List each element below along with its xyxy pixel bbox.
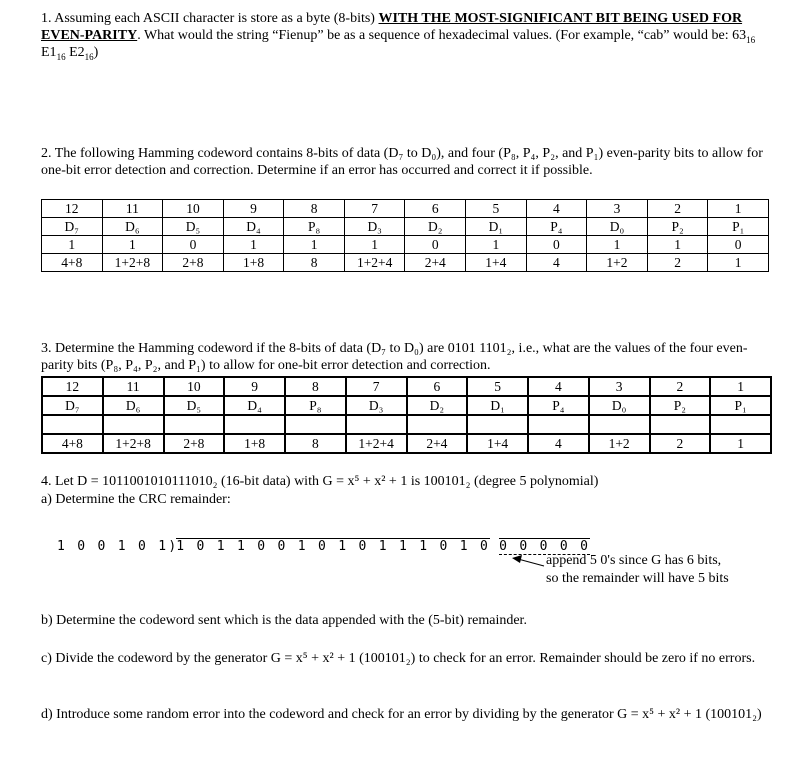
bit-value-cell: 1 — [344, 236, 405, 254]
crc-dividend: 1 0 1 1 0 0 1 0 1 0 1 1 1 0 1 0 — [176, 539, 491, 554]
bit-label-cell: P₂ — [650, 396, 711, 415]
bit-position-cell: 2 — [650, 377, 711, 396]
bit-label-cell: P₈ — [284, 218, 345, 236]
bit-position-cell: 8 — [284, 200, 345, 218]
bit-label-cell: D₆ — [103, 396, 164, 415]
bit-position-cell: 12 — [42, 377, 103, 396]
question-3: 3. Determine the Hamming codeword if the 8-bits of data (D₇ to D₀) are 0101 1101₂, i.e., what are the values of the four even-parity bits (P₈, P₄, P₂, and P₁) to allow for one-bit error detection and correction. — [41, 341, 748, 373]
division-bracket: ) — [168, 539, 177, 554]
bit-label-cell: D₇ — [42, 396, 103, 415]
bit-label-cell: D₅ — [163, 218, 224, 236]
bit-label-cell: D₃ — [344, 218, 405, 236]
arrow-icon — [508, 552, 548, 576]
q1-hex: E2 — [65, 45, 85, 60]
bit-position-cell: 11 — [103, 377, 164, 396]
parity-sum-cell: 1+4 — [466, 254, 527, 272]
hamming-table-q3 — [41, 376, 772, 454]
bit-position-cell: 5 — [466, 200, 527, 218]
bit-position-cell: 1 — [708, 200, 769, 218]
bit-value-cell: 0 — [526, 236, 587, 254]
bit-label-cell: D₄ — [223, 218, 284, 236]
table-row — [42, 236, 769, 254]
parity-sum-cell: 8 — [285, 434, 346, 453]
parity-sum-cell: 4 — [528, 434, 589, 453]
bit-value-cell: 1 — [284, 236, 345, 254]
parity-sum-cell: 4+8 — [42, 434, 103, 453]
bit-value-cell — [285, 415, 346, 434]
bit-value-cell — [589, 415, 650, 434]
hamming-table-q2 — [41, 199, 769, 272]
q1-text-cont: . What would the string “Fienup” be as a sequence of hexadecimal values. (For example, “cab” would be: 63 — [137, 28, 747, 43]
bit-label-cell: D₂ — [407, 396, 468, 415]
parity-sum-cell: 1+2+4 — [346, 434, 407, 453]
parity-sum-cell: 2+8 — [163, 254, 224, 272]
bit-position-cell: 5 — [467, 377, 528, 396]
question-4-statement: 4. Let D = 1011001010111010₂ (16-bit data) with G = x⁵ + x² + 1 is 100101₂ (degree 5 polynomial) — [41, 474, 599, 489]
q1-sub: 16 — [746, 34, 756, 45]
bit-value-cell — [42, 415, 103, 434]
bit-position-cell: 7 — [346, 377, 407, 396]
question-1 — [41, 10, 771, 61]
bit-label-cell: D₀ — [587, 218, 648, 236]
bit-position-cell: 2 — [647, 200, 708, 218]
parity-sum-cell: 1+4 — [467, 434, 528, 453]
table-row — [42, 434, 771, 453]
bit-value-cell: 0 — [163, 236, 224, 254]
bit-value-cell — [164, 415, 225, 434]
bit-label-cell: D₅ — [164, 396, 225, 415]
parity-sum-cell: 1+2+8 — [103, 434, 164, 453]
bit-position-cell: 10 — [163, 200, 224, 218]
bit-position-cell: 4 — [528, 377, 589, 396]
parity-sum-cell: 1+2 — [587, 254, 648, 272]
question-4c: c) Divide the codeword by the generator G = x⁵ + x² + 1 (100101₂) to check for an error. Remainder should be zero if no errors. — [41, 651, 756, 666]
parity-sum-cell: 1+8 — [223, 254, 284, 272]
bit-value-cell: 1 — [466, 236, 527, 254]
bit-position-cell: 1 — [710, 377, 771, 396]
bit-value-cell: 1 — [223, 236, 284, 254]
q1-hex: E1 — [41, 45, 57, 60]
bit-label-cell: D₄ — [224, 396, 285, 415]
question-4b: b) Determine the codeword sent which is the data appended with the (5-bit) remainder. — [41, 613, 527, 628]
bit-position-cell: 6 — [405, 200, 466, 218]
parity-sum-cell: 1+2+4 — [344, 254, 405, 272]
table-row — [42, 254, 769, 272]
bit-value-cell: 0 — [708, 236, 769, 254]
q1-sub: 16 — [56, 51, 66, 62]
append-note-line1: append 5 0's since G has 6 bits, — [546, 553, 722, 568]
parity-sum-cell: 2 — [647, 254, 708, 272]
bit-label-cell: P₄ — [526, 218, 587, 236]
bit-position-cell: 3 — [589, 377, 650, 396]
parity-sum-cell: 1 — [708, 254, 769, 272]
parity-sum-cell: 2+4 — [407, 434, 468, 453]
q1-sub: 16 — [84, 51, 94, 62]
q1-text: 1. Assuming each ASCII character is store as a byte (8-bits) — [41, 11, 379, 26]
bit-value-cell: 0 — [405, 236, 466, 254]
bit-value-cell — [528, 415, 589, 434]
table-row — [42, 218, 769, 236]
parity-sum-cell: 8 — [284, 254, 345, 272]
bit-label-cell: D₆ — [102, 218, 163, 236]
append-note-line2: so the remainder will have 5 bits — [546, 571, 729, 586]
parity-sum-cell: 1+8 — [224, 434, 285, 453]
parity-sum-cell: 1 — [710, 434, 771, 453]
bit-value-cell: 1 — [647, 236, 708, 254]
bit-position-cell: 9 — [224, 377, 285, 396]
crc-divisor: 1 0 0 1 0 1 — [57, 539, 169, 554]
bit-position-cell: 6 — [407, 377, 468, 396]
bit-label-cell: D₁ — [467, 396, 528, 415]
parity-sum-cell: 2+8 — [164, 434, 225, 453]
table-row — [42, 396, 771, 415]
question-2: 2. The following Hamming codeword contains 8-bits of data (D₇ to D₀), and four (P₈, P₄, P₂, and P₁) even-parity bits to allow for one-bit error detection and correction. Determine if an error has occurred and correct it if possible. — [41, 146, 763, 178]
parity-sum-cell: 2 — [650, 434, 711, 453]
bit-label-cell: P₂ — [647, 218, 708, 236]
bit-position-cell: 3 — [587, 200, 648, 218]
q1-end: ) — [93, 45, 99, 60]
bit-label-cell: D₃ — [346, 396, 407, 415]
parity-sum-cell: 4 — [526, 254, 587, 272]
bit-position-cell: 4 — [526, 200, 587, 218]
bit-value-cell — [224, 415, 285, 434]
bit-value-cell — [467, 415, 528, 434]
bit-value-cell — [103, 415, 164, 434]
bit-position-cell: 9 — [223, 200, 284, 218]
table-row — [42, 415, 771, 434]
q1-bold-text: WITH THE MOST-SIGNIFICANT BIT BEING USED FOR EVEN-PARITY — [41, 11, 743, 43]
parity-sum-cell: 1+2 — [589, 434, 650, 453]
table-row — [42, 200, 769, 218]
bit-position-cell: 12 — [42, 200, 103, 218]
bit-label-cell: D₀ — [589, 396, 650, 415]
table-row — [42, 377, 771, 396]
bit-label-cell: P₈ — [285, 396, 346, 415]
bit-value-cell: 1 — [587, 236, 648, 254]
bit-value-cell — [710, 415, 771, 434]
bit-position-cell: 8 — [285, 377, 346, 396]
bit-value-cell: 1 — [42, 236, 103, 254]
bit-position-cell: 10 — [164, 377, 225, 396]
question-4a: a) Determine the CRC remainder: — [41, 492, 231, 507]
parity-sum-cell: 2+4 — [405, 254, 466, 272]
parity-sum-cell: 4+8 — [42, 254, 103, 272]
bit-label-cell: P₁ — [708, 218, 769, 236]
question-4d: d) Introduce some random error into the codeword and check for an error by dividing by the generator G = x⁵ + x² + 1 (100101₂) — [41, 707, 762, 722]
bit-label-cell: P₁ — [710, 396, 771, 415]
bit-label-cell: D₂ — [405, 218, 466, 236]
bit-position-cell: 7 — [344, 200, 405, 218]
bit-label-cell: P₄ — [528, 396, 589, 415]
bit-value-cell — [650, 415, 711, 434]
bit-label-cell: D₇ — [42, 218, 103, 236]
bit-label-cell: D₁ — [466, 218, 527, 236]
bit-position-cell: 11 — [102, 200, 163, 218]
parity-sum-cell: 1+2+8 — [102, 254, 163, 272]
bit-value-cell — [407, 415, 468, 434]
appended-zeros: 0 0 0 0 0 — [499, 539, 591, 554]
bit-value-cell — [346, 415, 407, 434]
bit-value-cell: 1 — [102, 236, 163, 254]
